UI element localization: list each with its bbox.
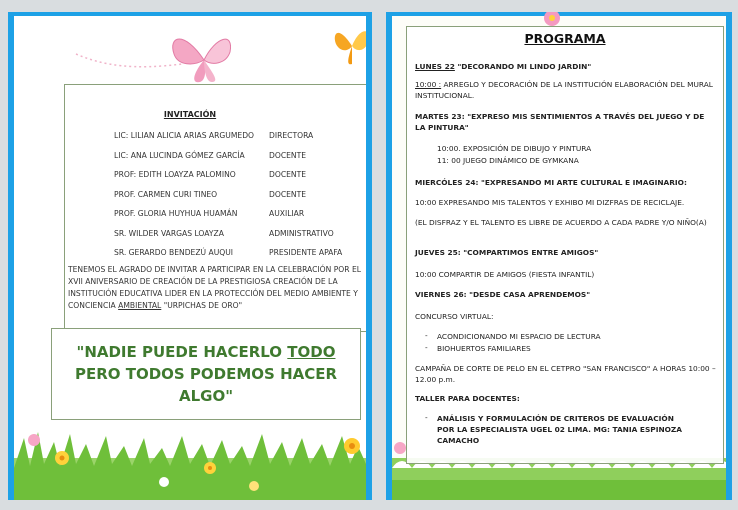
list-bullet: - (425, 331, 428, 340)
workshop-heading: TALLER PARA DOCENTES: (415, 394, 520, 403)
invitation-text: TENEMOS EL AGRADO DE INVITAR A PARTICIPAR EN LA CELEBRACIÓN POR EL XVII ANIVERSARIO DE CREACIÓN DE LA PRESTIGIOSA CREACIÓN DE LA INSTITUCIÓN EDUCATIVA LIDER EN LA PROTECCIÓN DEL MEDIO AMBIENTE Y CONCIENCIA AMBIENTAL "URPICHAS DE ORO" (68, 265, 361, 310)
thursday-heading: JUEVES 25: "COMPARTIMOS ENTRE AMIGOS" (415, 248, 599, 257)
staff-list (114, 126, 364, 263)
program-panel (386, 12, 732, 500)
friday-heading: VIERNES 26: "DESDE CASA APRENDEMOS" (415, 290, 591, 299)
contest-item: ACONDICIONANDO MI ESPACIO DE LECTURA (437, 332, 601, 341)
monday-heading: LUNES 22 "DECORANDO MI LINDO JARDIN" (415, 62, 592, 71)
staff-row: SR. GERARDO BENDEZÚ AUQUI PRESIDENTE APAFA (114, 248, 343, 258)
tuesday-item: 10:00. EXPOSICIÓN DE DIBUJO Y PINTURA (437, 144, 592, 153)
staff-row: PROF. CARMEN CURI TINEO DOCENTE (114, 189, 307, 199)
motto-quote: "NADIE PUEDE HACERLO TODO PERO TODOS PODEMOS HACER ALGO" (74, 343, 338, 405)
staff-row: PROF: EDITH LOAYZA PALOMINO DOCENTE (114, 170, 307, 180)
monday-activity: 10:00 : ARREGLO Y DECORACIÓN DE LA INSTITUCIÓN ELABORACIÓN DEL MURAL INSTITUCIONAL. (415, 80, 713, 100)
invitation-panel (8, 12, 372, 500)
program-box (406, 26, 724, 464)
invitation-title: INVITACIÓN (163, 110, 217, 119)
wednesday-note: (EL DISFRAZ Y EL TALENTO ES LIBRE DE ACUERDO A CADA PADRE Y/O NIÑO(A) (415, 218, 707, 227)
dotted-trail-decoration (74, 42, 184, 72)
haircut-campaign: CAMPAÑA DE CORTE DE PELO EN EL CETPRO "SAN FRANCISCO" A HORAS 10:00 – 12.00 p.m. (415, 364, 716, 384)
wednesday-heading: MIERCÓLES 24: "EXPRESANDO MI ARTE CULTURAL E IMAGINARIO: (415, 178, 687, 187)
wednesday-item: 10:00 EXPRESANDO MIS TALENTOS Y EXHIBO MI DIZFRAS DE RECICLAJE. (415, 198, 685, 207)
list-bullet: - (425, 413, 428, 422)
staff-row: LIC: LILIAN ALICIA ARIAS ARGUMEDO DIRECTORA (114, 131, 314, 141)
orange-butterfly-icon (332, 20, 372, 70)
grass-flowers-decoration (14, 428, 366, 500)
tuesday-heading: MARTES 23: "EXPRESO MIS SENTIMIENTOS A TRAVÉS DEL JUEGO Y DE LA PINTURA" (415, 112, 705, 132)
program-title: PROGRAMA (524, 31, 606, 46)
staff-row: SR. WILDER VARGAS LOAYZA ADMINISTRATIVO (114, 228, 334, 238)
list-bullet: - (425, 343, 428, 352)
staff-row: LIC: ANA LUCINDA GÓMEZ GARCÍA DOCENTE (114, 150, 307, 160)
workshop-item: ANÁLISIS Y FORMULACIÓN DE CRITEROS DE EVALUACIÓN POR LA ESPECIALISTA UGEL 02 LIMA. MG: TANIA ESPINOZA CAMACHO (437, 414, 682, 445)
panel-top-border (14, 12, 366, 16)
contest-label: CONCURSO VIRTUAL: (415, 312, 494, 321)
tuesday-item: 11: 00 JUEGO DINÁMICO DE GYMKANA (437, 156, 579, 165)
thursday-item: 10:00 COMPARTIR DE AMIGOS (FIESTA INFANTIL) (415, 270, 595, 279)
quote-box (51, 328, 361, 420)
contest-item: BIOHUERTOS FAMILIARES (437, 344, 531, 353)
staff-row: PROF. GLORIA HUYHUA HUAMÁN AUXILIAR (114, 209, 305, 219)
